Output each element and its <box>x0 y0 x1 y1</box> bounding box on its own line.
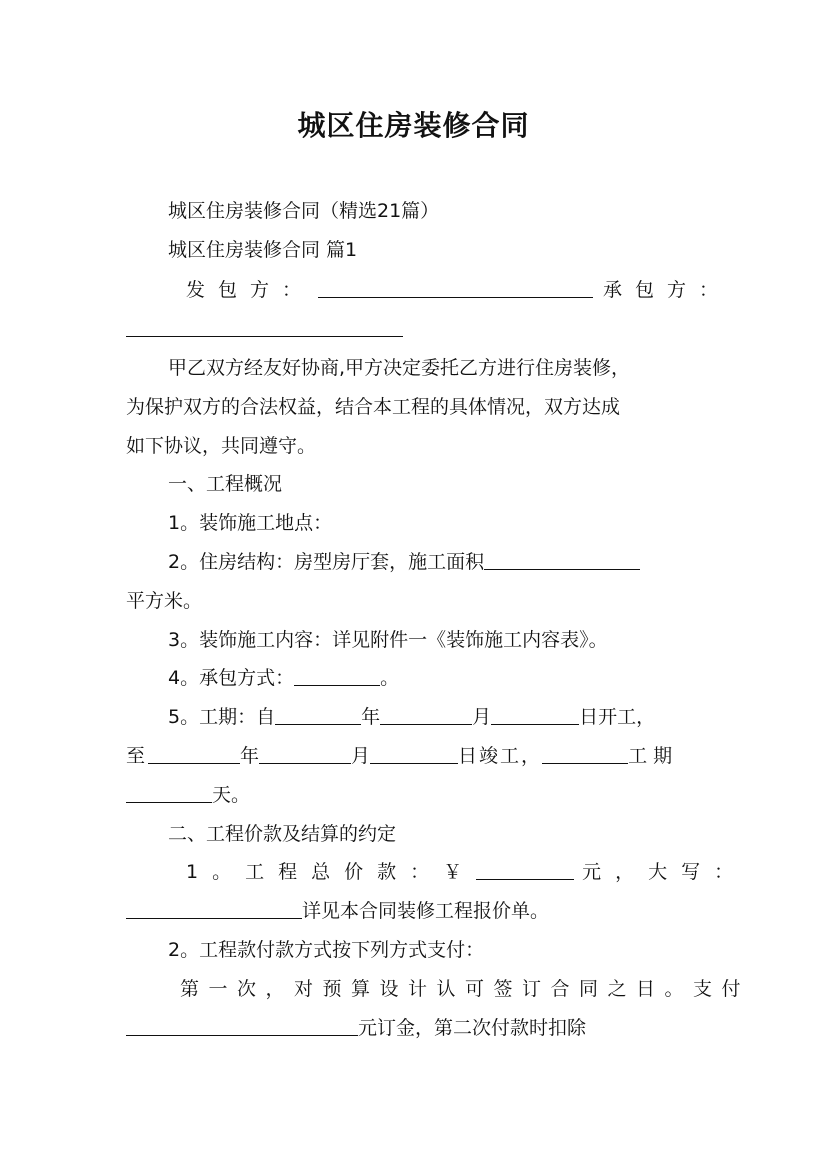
section1-item5-row3 <box>126 778 704 812</box>
item5-month: 月 <box>472 706 492 728</box>
section1-item5-row2 <box>126 739 704 773</box>
contractor-label: 承包方： <box>603 279 732 301</box>
item5-year: 年 <box>361 706 381 728</box>
section-heading: 城区住房装修合同 篇1 <box>168 239 358 261</box>
section1-item5-row <box>126 700 704 734</box>
start-day-blank[interactable] <box>491 702 579 725</box>
total-price-blank[interactable] <box>476 857 574 880</box>
end-year-blank[interactable] <box>148 741 240 764</box>
item5-end: 日竣工， <box>458 745 543 767</box>
contractor-row <box>126 312 704 346</box>
end-month-blank[interactable] <box>259 741 351 764</box>
item5-days: 天。 <box>212 784 251 806</box>
quotation-note: 详见本合同装修工程报价单。 <box>302 900 550 922</box>
section2-item2: 2。工程款付款方式按下列方式支付： <box>168 939 485 961</box>
section2-item1-row <box>186 855 748 889</box>
item5-month2: 月 <box>351 745 371 767</box>
intro-line-3: 如下协议，共同遵守。 <box>126 435 317 457</box>
section1-item4-row <box>126 661 704 695</box>
document-title: 城区住房装修合同 <box>297 109 530 142</box>
capital-amount-label: 元，大写： <box>582 861 748 883</box>
item5-from: 5。工期：自 <box>168 706 276 728</box>
section1-item3: 3。装饰施工内容：详见附件一《装饰施工内容表》。 <box>168 629 608 651</box>
document-subtitle: 城区住房装修合同（精选21篇） <box>168 200 440 222</box>
days-blank[interactable] <box>126 780 212 803</box>
employer-label: 发包方： <box>186 279 315 301</box>
item5-start: 日开工， <box>579 706 656 728</box>
section1-item2-unit: 平方米。 <box>126 590 203 612</box>
parties-row <box>186 273 732 307</box>
item5-to: 至 <box>126 745 146 767</box>
section2-heading: 二、工程价款及结算的约定 <box>168 823 397 845</box>
section1-item4-end: 。 <box>380 667 400 689</box>
section1-item2-row <box>126 545 704 579</box>
payment-line-1: 第一次，对预算设计认可签订合同之日。支付 <box>180 978 751 1000</box>
start-month-blank[interactable] <box>380 702 472 725</box>
intro-line-1: 甲乙双方经友好协商,甲方决定委托乙方进行住房装修， <box>168 357 631 379</box>
section1-item1: 1。装饰施工地点： <box>168 512 333 534</box>
section1-heading: 一、工程概况 <box>168 473 283 495</box>
area-blank[interactable] <box>484 547 640 570</box>
intro-line-2: 为保护双方的合法权益，结合本工程的具体情况，双方达成 <box>126 396 621 418</box>
payment-line-2: 元订金，第二次付款时扣除 <box>358 1017 587 1039</box>
section1-item4-text: 4。承包方式： <box>168 667 295 689</box>
period-blank[interactable] <box>542 741 628 764</box>
item5-year2: 年 <box>240 745 260 767</box>
contract-mode-blank[interactable] <box>294 663 380 686</box>
end-day-blank[interactable] <box>370 741 458 764</box>
contractor-blank[interactable] <box>126 314 403 337</box>
payment-line-2-row <box>126 1011 704 1045</box>
section1-item2-text: 2。住房结构：房型房厅套，施工面积 <box>168 551 485 573</box>
employer-blank[interactable] <box>318 275 593 298</box>
deposit-blank[interactable] <box>126 1013 358 1036</box>
item5-period: 工期 <box>628 745 679 767</box>
section2-item1-row2 <box>126 894 704 928</box>
capital-amount-blank[interactable] <box>126 896 302 919</box>
start-year-blank[interactable] <box>275 702 361 725</box>
total-price-label: 1。工程总价款：￥ <box>186 861 477 883</box>
